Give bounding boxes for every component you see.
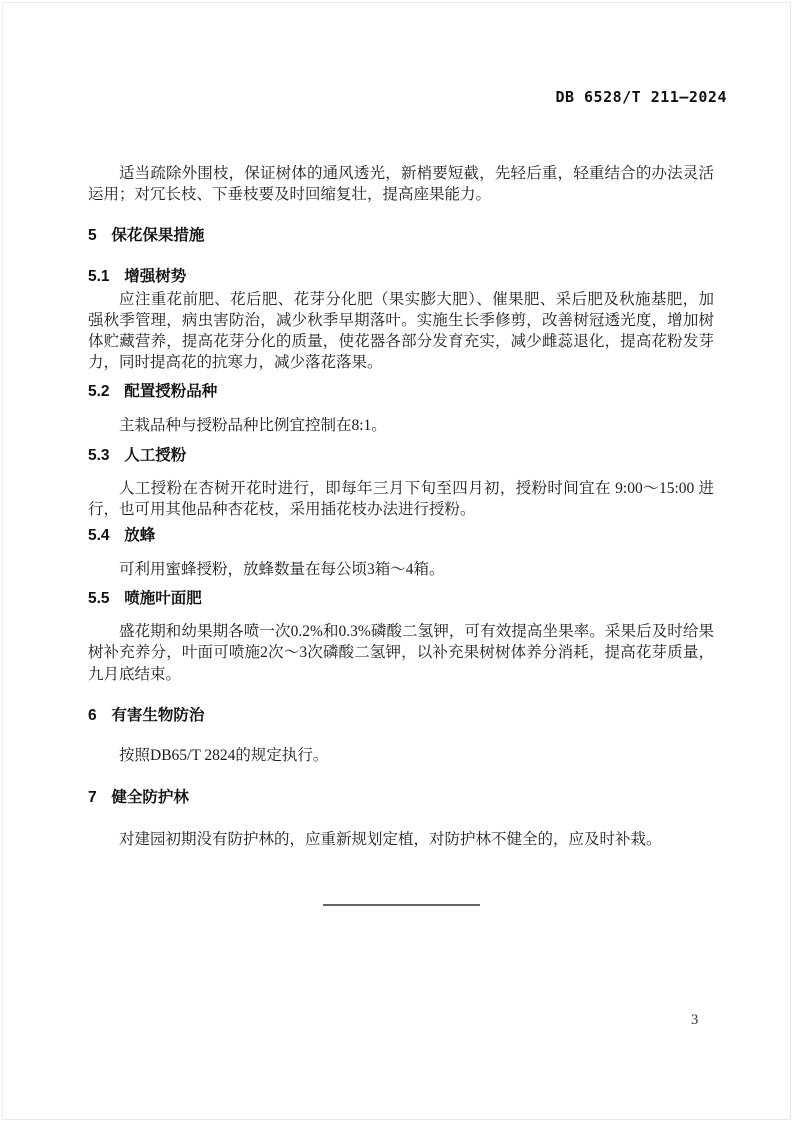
section-5-1-title: 增强树势 xyxy=(124,267,187,285)
section-7-heading xyxy=(88,789,714,806)
section-5-5-title: 喷施叶面肥 xyxy=(124,589,202,607)
section-5-2-title: 配置授粉品种 xyxy=(124,382,218,400)
section-5-5-number: 5.5 xyxy=(88,589,110,607)
doc-number: DB 6528/T 211—2024 xyxy=(555,88,727,106)
section-6-number: 6 xyxy=(88,706,97,724)
section-5-5-heading xyxy=(88,590,714,607)
section-5-4-number: 5.4 xyxy=(88,526,110,544)
section-5-1-number: 5.1 xyxy=(88,267,110,285)
section-5-3-number: 5.3 xyxy=(88,447,110,465)
section-5-5-paragraph: 盛花期和幼果期各喷一次0.2%和0.3%磷酸二氢钾，可有效提高坐果率。采果后及时给果树补充养分，叶面可喷施2次～3次磷酸二氢钾，以补充果树树体养分消耗，提高花芽质量，九月底结束。 xyxy=(88,622,714,683)
section-5-3-heading xyxy=(88,447,714,464)
section-5-2-heading xyxy=(88,383,714,400)
section-7-number: 7 xyxy=(88,789,97,807)
section-5-4-paragraph: 可利用蜜蜂授粉，放蜂数量在每公顷3箱～4箱。 xyxy=(119,560,445,578)
section-6-paragraph: 按照DB65/T 2824的规定执行。 xyxy=(119,746,329,764)
section-7-paragraph: 对建园初期没有防护林的，应重新规划定植，对防护林不健全的，应及时补栽。 xyxy=(119,831,662,849)
section-5-1-paragraph: 应注重花前肥、花后肥、花芽分化肥（果实膨大肥）、催果肥、采后肥及秋施基肥，加强秋季管理，病虫害防治，减少秋季早期落叶。实施生长季修剪，改善树冠透光度，增加树体贮藏营养，提高花芽分化的质量，使花器各部分发育充实，减少雌蕊退化，提高花粉发芽力，同时提高花的抗寒力，减少落花落果。 xyxy=(88,290,714,372)
section-5-3-title: 人工授粉 xyxy=(124,447,187,465)
section-5-heading xyxy=(88,227,714,244)
section-6-title: 有害生物防治 xyxy=(111,706,205,724)
section-7-title: 健全防护林 xyxy=(111,789,189,807)
section-6-heading xyxy=(88,707,714,724)
section-5-1-heading xyxy=(88,268,714,285)
section-5-4-title: 放蜂 xyxy=(124,526,156,544)
section-5-2-number: 5.2 xyxy=(88,382,110,400)
section-5-2-paragraph: 主栽品种与授粉品种比例宜控制在8:1。 xyxy=(119,416,387,434)
end-of-document-rule xyxy=(323,904,480,906)
section-5-3-paragraph: 人工授粉在杏树开花时进行，即每年三月下旬至四月初，授粉时间宜在 9:00～15:00 进行，也可用其他品种杏花枝，采用插花枝办法进行授粉。 xyxy=(88,480,714,519)
section-5-title: 保花保果措施 xyxy=(111,226,205,244)
page-number: 3 xyxy=(691,1012,699,1028)
section-5-4-heading xyxy=(88,527,714,544)
section-5-number: 5 xyxy=(88,226,97,244)
intro-paragraph: 适当疏除外围枝，保证树体的通风透光，新梢要短截，先轻后重，轻重结合的办法灵活运用；对冗长枝、下垂枝要及时回缩复壮，提高座果能力。 xyxy=(88,165,714,204)
document-body xyxy=(88,163,714,906)
